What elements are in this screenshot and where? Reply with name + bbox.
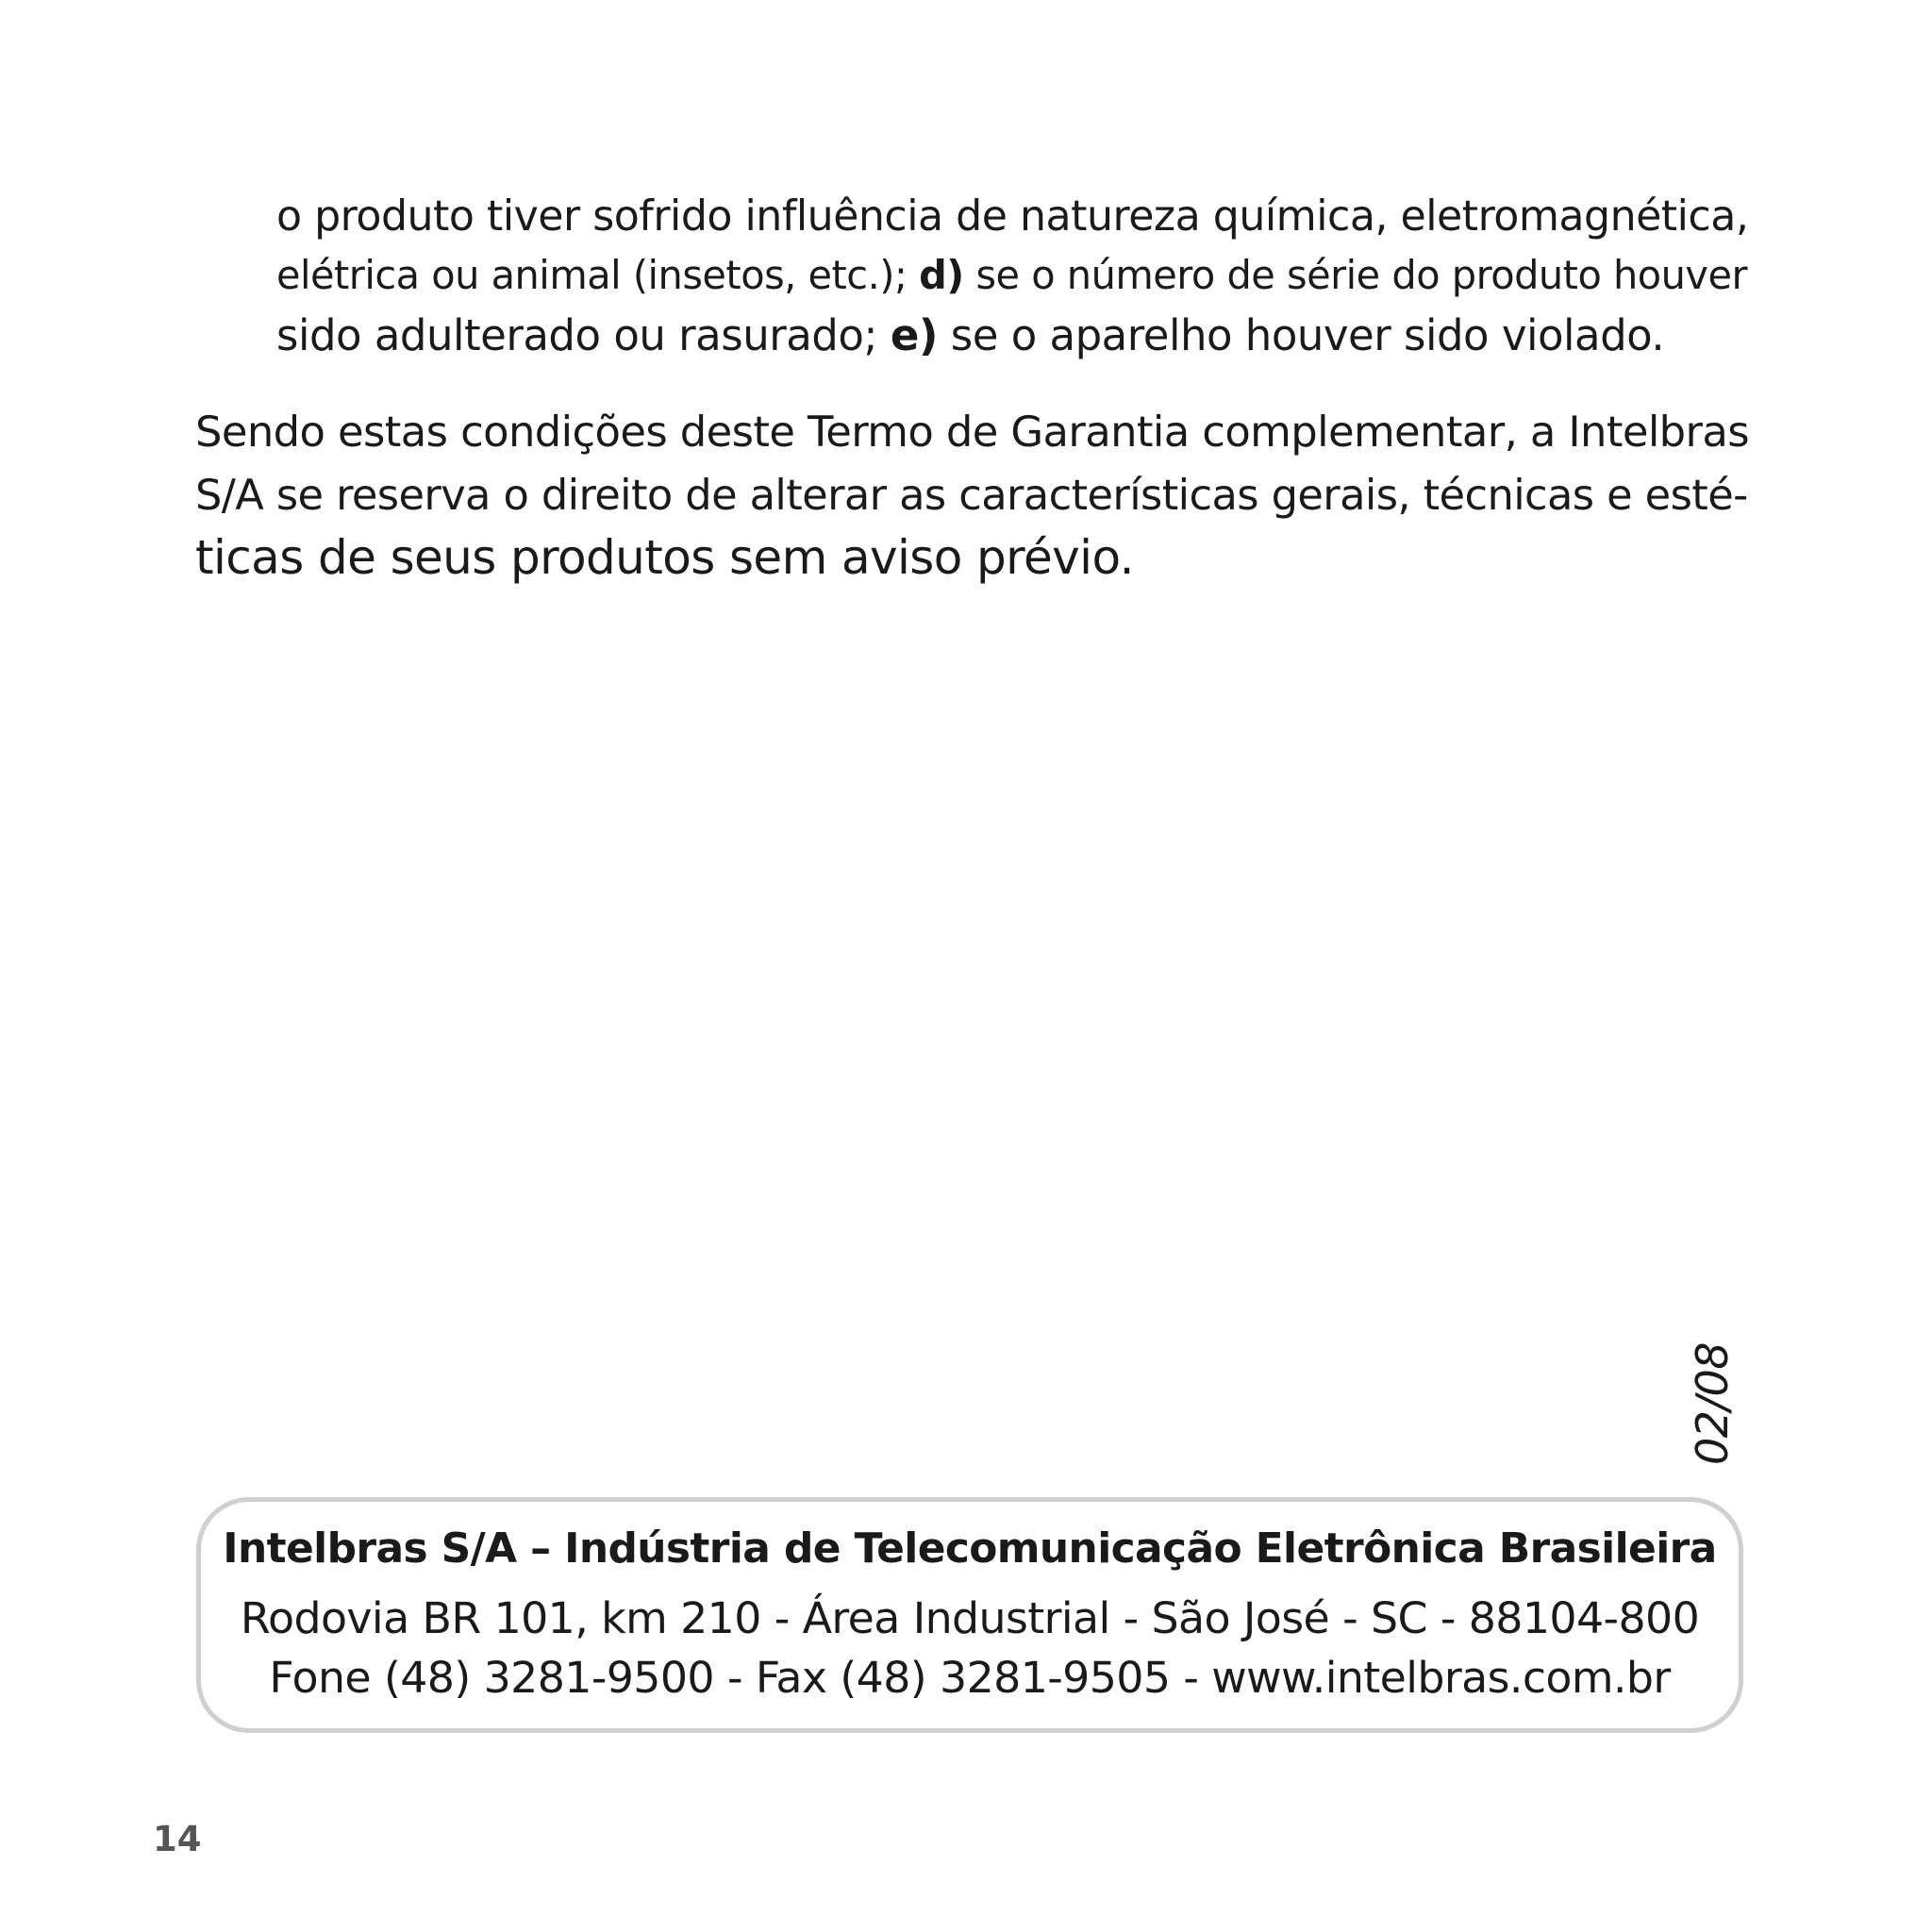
item-label-d: d)	[919, 253, 964, 298]
warranty-terms-paragraph	[195, 400, 1761, 590]
continuation-line-2	[276, 246, 1757, 306]
continuation-line-1: o produto tiver sofrido influência de natureza química, eletromagnética,	[276, 192, 1749, 241]
paragraph-line-3: ticas de seus produtos sem aviso prévio.	[195, 530, 1134, 585]
revision-date	[1674, 1341, 1750, 1466]
paragraph-line-1: Sendo estas condições deste Termo de Garantia complementar, a Intelbras	[195, 407, 1750, 457]
company-info-box	[196, 1497, 1743, 1733]
continuation-line-3	[276, 306, 1757, 365]
company-address: Rodovia BR 101, km 210 - Área Industrial - São José - SC - 88104-800	[240, 1592, 1700, 1643]
company-name: Intelbras S/A – Indústria de Telecomunicação Eletrônica Brasileira	[223, 1524, 1717, 1573]
revision-date-text: 02/08	[1687, 1341, 1738, 1466]
page-number: 14	[153, 1819, 202, 1859]
company-contact: Fone (48) 3281-9500 - Fax (48) 3281-9505 - www.intelbras.com.br	[269, 1652, 1671, 1703]
warranty-exclusions-continuation	[276, 187, 1757, 365]
continuation-line-3-rest: se o aparelho houver sido violado.	[937, 310, 1665, 360]
paragraph-line-2: S/A se reserva o direito de alterar as características gerais, técnicas e esté-	[195, 470, 1748, 520]
continuation-line-2-text: elétrica ou animal (insetos, etc.);	[276, 253, 920, 298]
continuation-line-2-rest: se o número de série do produto houver	[963, 253, 1748, 298]
continuation-line-3-text: sido adulterado ou rasurado;	[276, 310, 891, 360]
item-label-e: e)	[890, 310, 938, 360]
